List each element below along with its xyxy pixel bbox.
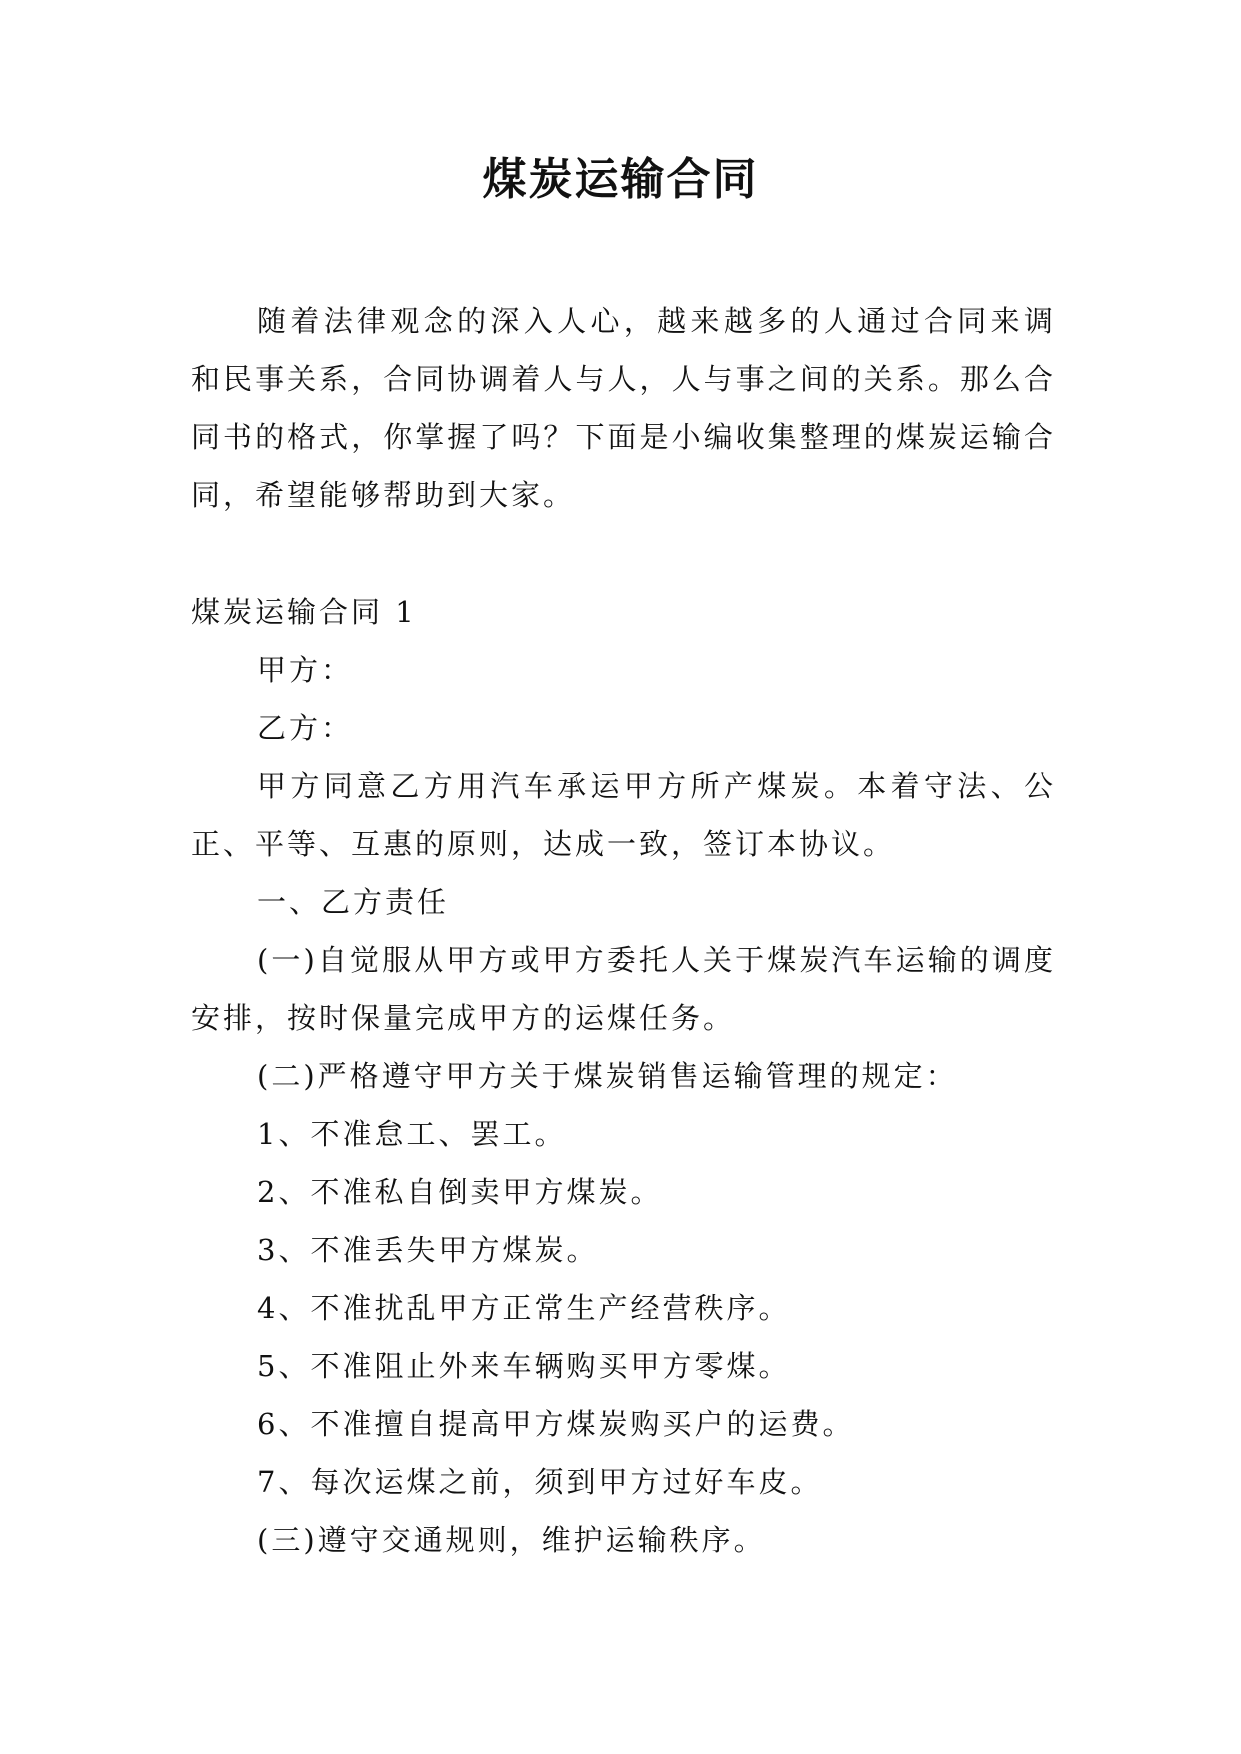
rule-item-5: 5、不准阻止外来车辆购买甲方零煤。 [257, 1349, 791, 1383]
rule-item-2: 2、不准私自倒卖甲方煤炭。 [257, 1175, 663, 1209]
section-heading: 煤炭运输合同 1 [191, 595, 417, 629]
rule-item-6: 6、不准擅自提高甲方煤炭购买户的运费。 [257, 1407, 855, 1441]
clause-1: (一)自觉服从甲方或甲方委托人关于煤炭汽车运输的调度安排，按时保量完成甲方的运煤任务。 [191, 943, 1056, 1035]
agreement-paragraph: 甲方同意乙方用汽车承运甲方所产煤炭。本着守法、公正、平等、互惠的原则，达成一致，签订本协议。 [191, 769, 1056, 861]
clause-3: (三)遵守交通规则，维护运输秩序。 [257, 1523, 766, 1557]
intro-paragraph: 随着法律观念的深入人心，越来越多的人通过合同来调和民事关系，合同协调着人与人，人与事之间的关系。那么合同书的格式，你掌握了吗？下面是小编收集整理的煤炭运输合同，希望能够帮助到大家。 [191, 304, 1056, 512]
document-title: 煤炭运输合同 [482, 154, 759, 205]
clause-2: (二)严格遵守甲方关于煤炭销售运输管理的规定： [257, 1059, 958, 1093]
party-a-line: 甲方： [257, 653, 354, 687]
rule-item-1: 1、不准怠工、罢工。 [257, 1117, 567, 1151]
rule-item-7: 7、每次运煤之前，须到甲方过好车皮。 [257, 1465, 823, 1499]
contract-section [191, 583, 1056, 1569]
party-b-line: 乙方： [257, 711, 354, 745]
rule-item-4: 4、不准扰乱甲方正常生产经营秩序。 [257, 1291, 791, 1325]
clause-heading-party-b-duties: 一、乙方责任 [257, 885, 450, 919]
rule-item-3: 3、不准丢失甲方煤炭。 [257, 1233, 599, 1267]
